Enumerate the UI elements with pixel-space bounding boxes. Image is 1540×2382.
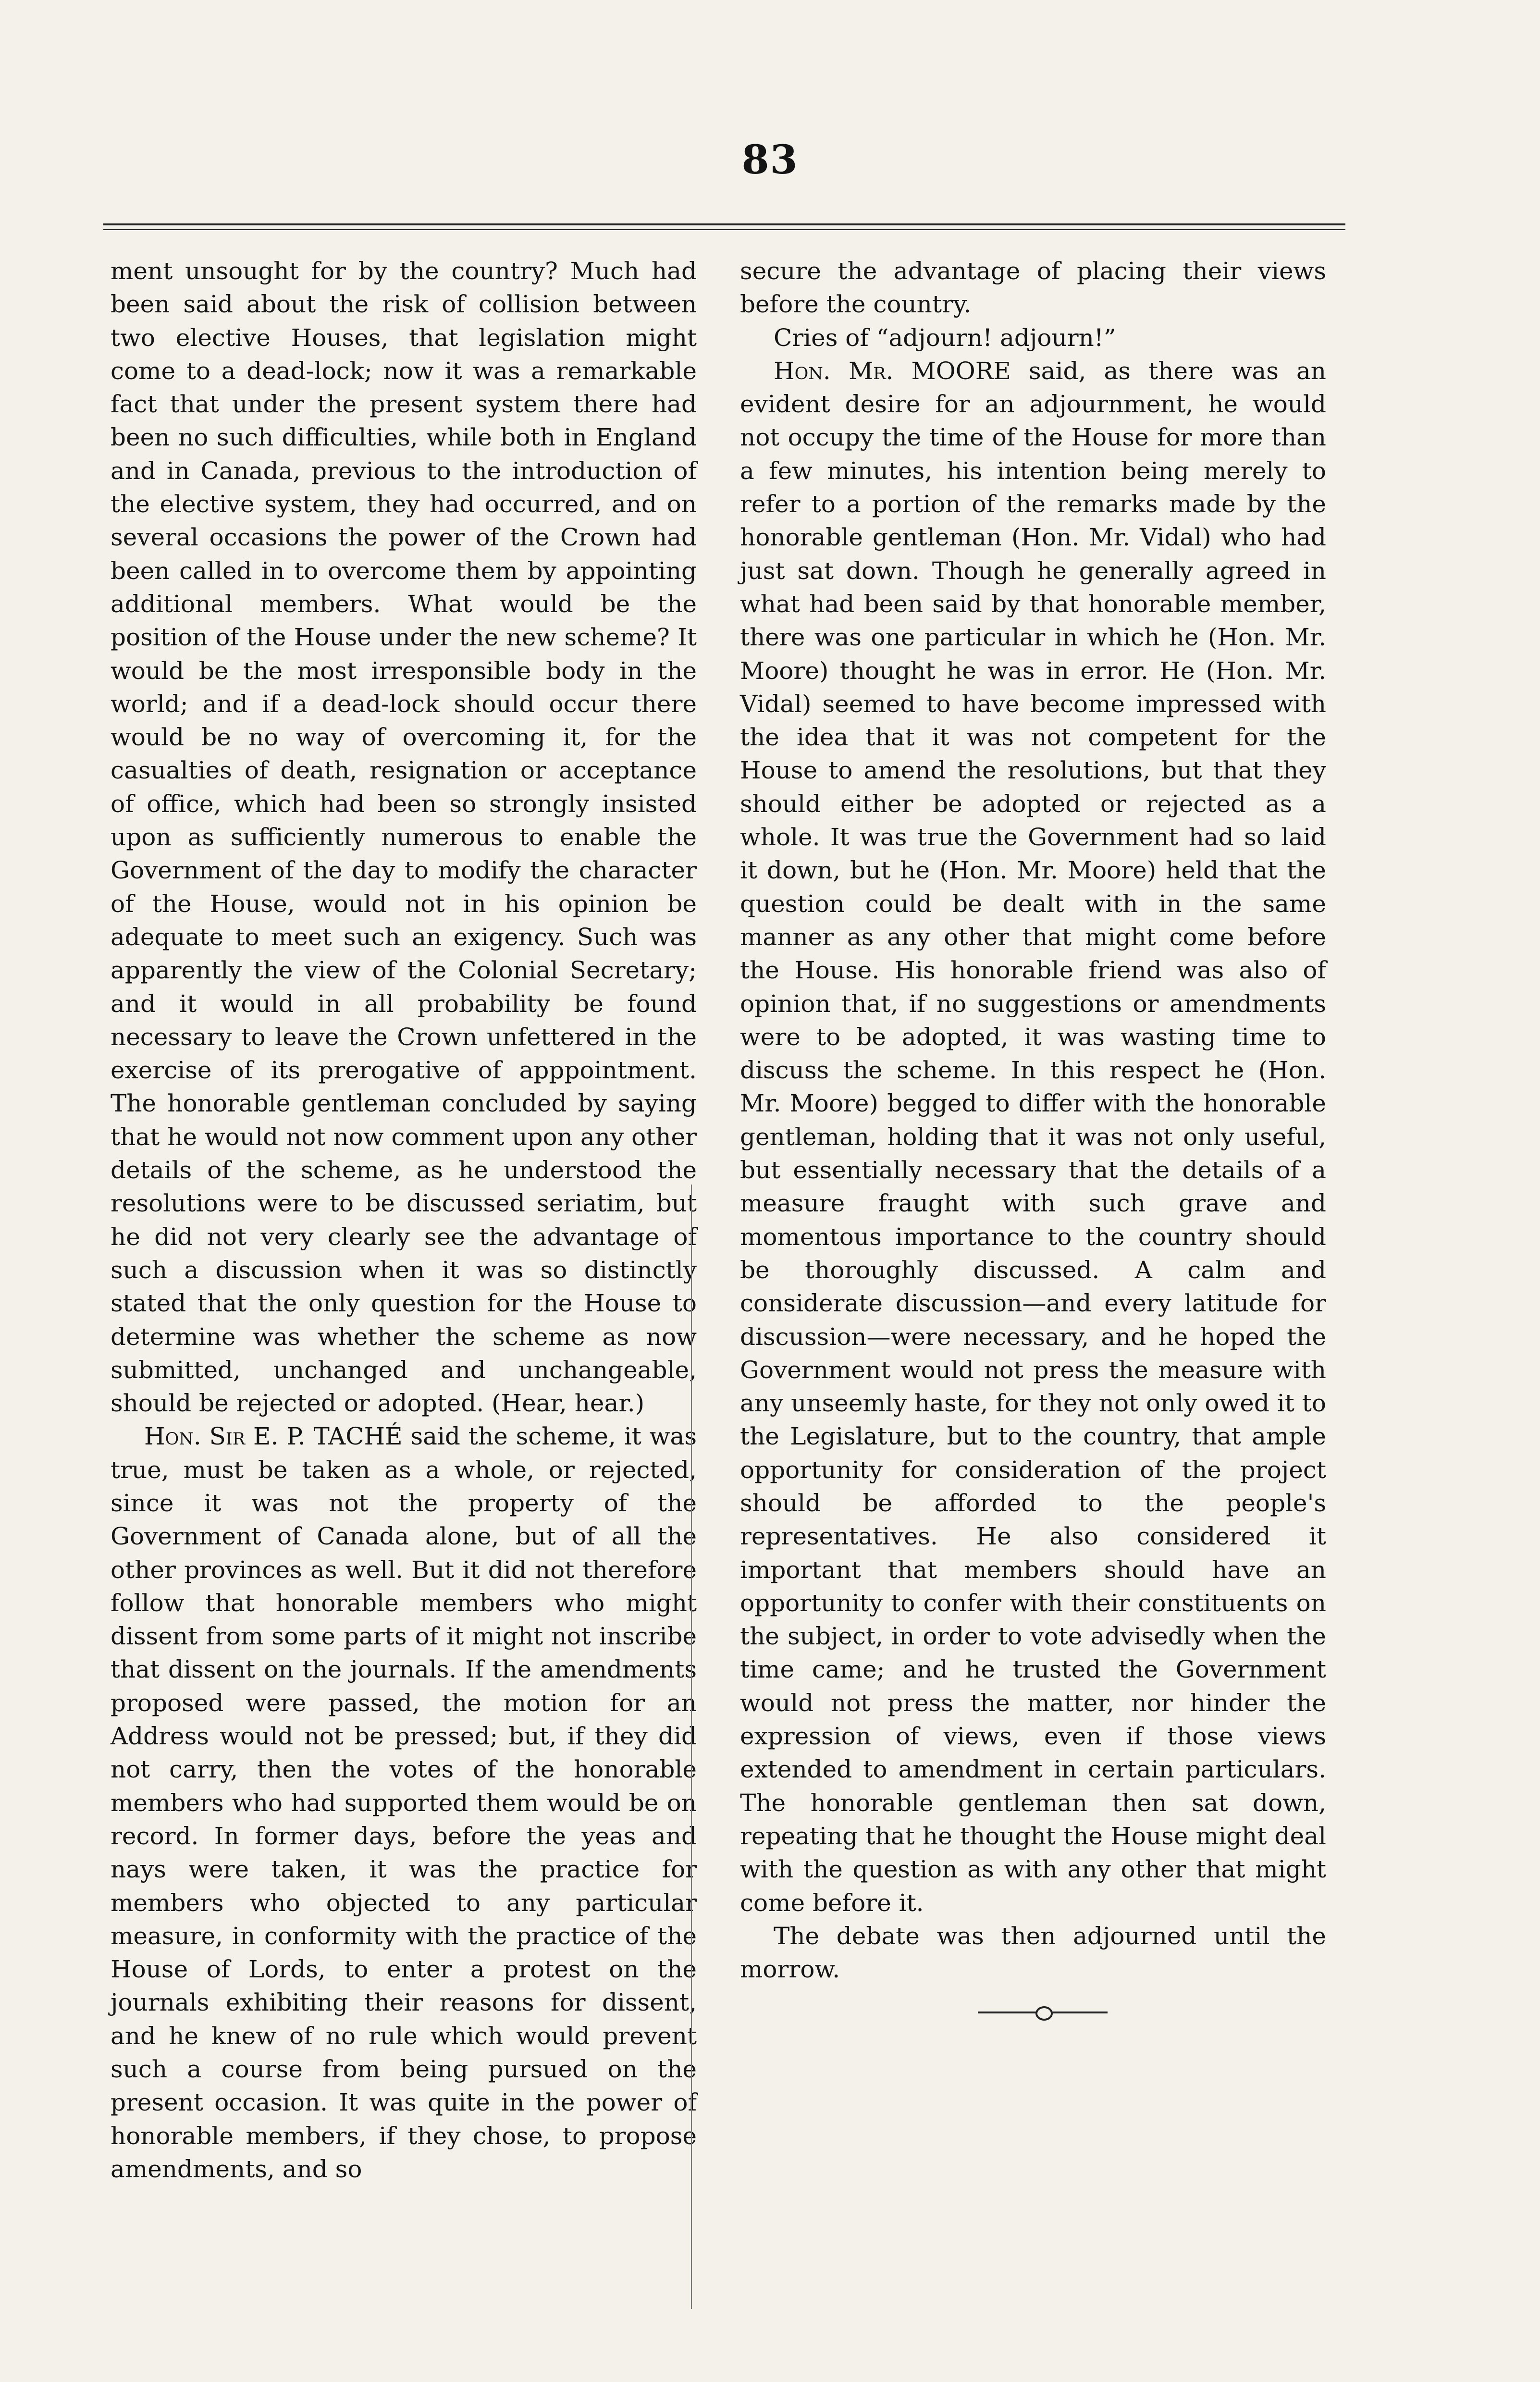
left-column [111,255,697,2186]
speech-text: said, as there was an evident desire for an adjournment, he would not occupy the time of the House for more than a few minutes, his intention being merely to refer to a portion of the remarks made by the honorable gentleman (Hon. Mr. Vidal) who had just sat down. Though he generally agreed in what had been said by that honorable member, there was one particular in which he (Hon. Mr. Moore) thought he was in error. He (Hon. Mr. Vidal) seemed to have become impressed with the idea that it was not competent for the House to amend the resolutions, but that they should either be adopted or rejected as a whole. It was true the Government had so laid it down, but he (Hon. Mr. Moore) held that the question could be dealt with in the same manner as any other that might come before the House. His honorable friend was also of opinion that, if no suggestions or amendments were to be adopted, it was wasting time to discuss the scheme. In this respect he (Hon. Mr. Moore) begged to differ with the honorable gentleman, holding that it was not only useful, but essentially necessary that the details of a measure fraught with such grave and momentous importance to the country should be thoroughly discussed. A calm and considerate discussion—and every latitude for discussion—were necessary, and he hoped the Government would not press the measure with any unseemly haste, for they not only owed it to the Legislature, but to the country, that ample opportunity for consideration of the project should be afforded to the people's representatives. He also considered it important that members should have an opportunity to confer with their constituents on the subject, in order to vote advisedly when the time came; and he trusted the Government would not press the matter, nor hinder the expression of views, even if those views extended to amendment in certain particulars. The honorable gentleman then sat down, repeating that he thought the House might deal with the question as with any other that might come before it. [740,357,1327,1917]
speaker-name: Hon. Mr. MOORE [774,357,1011,385]
paragraph: secure the advantage of placing their views before the country. [740,257,1326,319]
end-ornament [978,2006,1108,2018]
speaker-name: Hon. Sir E. P. TACHÉ [144,1422,403,1451]
paragraph: ment unsought for by the country? Much had been said about the risk of collision between two elective Houses, that legislation might come to a dead-lock; now it was a remarkable fact that under the present system there had been no such difficulties, while both in England and in Canada, previous to the introduction of the elective system, they had occurred, and on several occasions the power of the Crown had been called in to overcome them by appointing additional members. What would be the position of the House under the new scheme? It would be the most irresponsible body in the world; and if a dead-lock should occur there would be no way of overcoming it, for the casualties of death, resignation or acceptance of office, which had been so strongly insisted upon as sufficiently numerous to enable the Government of the day to modify the character of the House, would not in his opinion be adequate to meet such an exigency. Such was apparently the view of the Colonial Secretary; and it would in all probability be found necessary to leave the Crown unfettered in the exercise of its prerogative of apppointment. The honorable gentleman concluded by saying that he would not now comment upon any other details of the scheme, as he understood the resolutions were to be discussed seriatim, but he did not very clearly see the advantage of such a discussion when it was so distinctly stated that the only question for the House to determine was whether the scheme as now submitted, unchanged and unchangeable, should be rejected or adopted. (Hear, hear.) [111,257,697,1418]
paragraph-speech [740,355,1326,1920]
paragraph-cries: Cries of “adjourn! adjourn!” [774,323,1116,352]
paragraph-speech [111,1420,697,2186]
paragraph-adjourned: The debate was then adjourned until the morrow. [740,1922,1326,1984]
column-divider [691,1185,692,2309]
header-rule-thin [103,229,1345,230]
page-number: 83 [741,137,799,183]
header-rule [103,223,1345,225]
right-column [740,255,1326,1986]
ornament-dot-icon [1035,2006,1053,2021]
speech-text: said the scheme, it was true, must be taken as a whole, or rejected, since it was not the property of the Government of Canada alone, but of all the other provinces as well. But it did not therefore follow that honorable members who might dissent from some parts of it might not inscribe that dissent on the journals. If the amendments proposed were passed, the motion for an Address would not be pressed; but, if they did not carry, then the votes of the honorable members who had supported them would be on record. In former days, before the yeas and nays were taken, it was the practice for members who objected to any particular measure, in conformity with the practice of the House of Lords, to enter a protest on the journals exhibiting their reasons for dissent, and he knew of no rule which would prevent such a course from being pursued on the present occasion. It was quite in the power of honorable members, if they chose, to propose amendments, and so [111,1422,697,2183]
